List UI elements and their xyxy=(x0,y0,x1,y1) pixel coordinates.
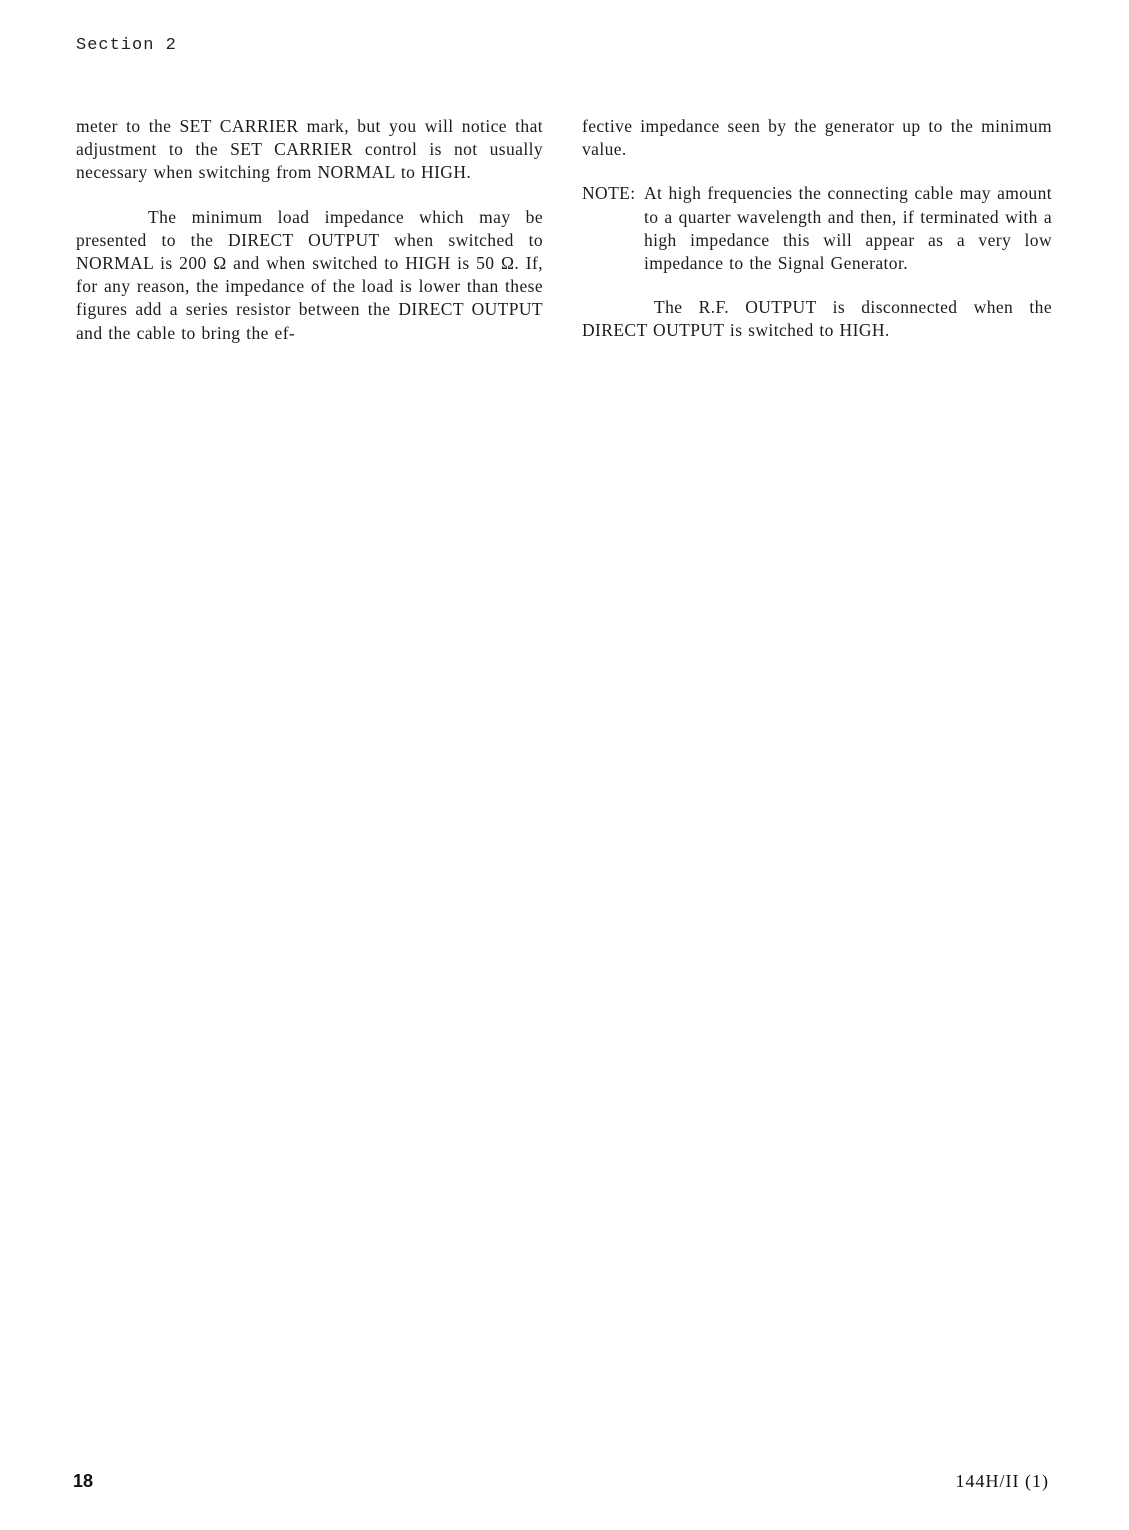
section-label: Section 2 xyxy=(76,36,177,55)
paragraph-continued: fective impedance seen by the generator up to the minimum value. xyxy=(582,116,1052,160)
document-code: 144H/II (1) xyxy=(955,1471,1049,1491)
page-number: 18 xyxy=(73,1471,94,1491)
paragraph-minimum-load-impedance: The minimum load impedance which may be presented to the DIRECT OUTPUT when switched to NORMAL is 200 Ω and when switched to HIGH is 50 Ω. If, for any reason, the impedance of the load is lower than these figures add a series resistor between the DIRECT OUTPUT and the cable to bring the ef- xyxy=(76,206,543,343)
paragraph-set-carrier: meter to the SET CARRIER mark, but you will notice that adjustment to the SET CARRIER control is not usually necessary when switching from NORMAL to HIGH. xyxy=(76,116,543,183)
paragraph-rf-output: The R.F. OUTPUT is disconnected when the DIRECT OUTPUT is switched to HIGH. xyxy=(582,297,1052,341)
left-column xyxy=(76,115,543,366)
note-label: NOTE: xyxy=(582,183,636,204)
note-text: At high frequencies the connecting cable may amount to a quarter wavelength and then, if terminated with a high impedance this will appear as a very low impedance to the Signal Generator. xyxy=(644,183,1052,274)
right-column xyxy=(582,115,1052,364)
note-block xyxy=(582,182,1052,275)
